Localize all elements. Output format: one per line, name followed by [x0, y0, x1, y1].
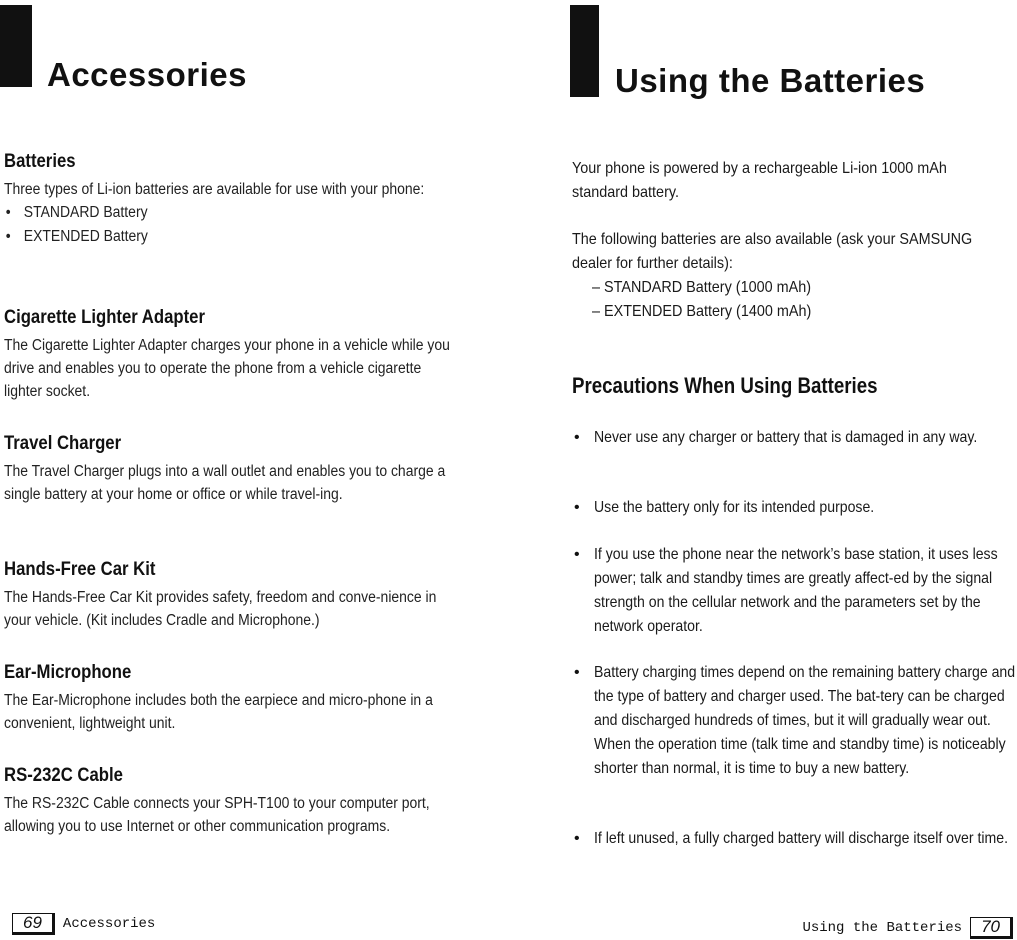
list-item: • STANDARD Battery [4, 201, 418, 225]
list-item: – STANDARD Battery (1000 mAh) [592, 276, 975, 300]
footer-section-label: Using the Batteries [802, 920, 963, 936]
footer-section-label: Accessories [62, 916, 156, 932]
section-heading: RS-232C Cable [4, 765, 123, 786]
section-heading: Hands-Free Car Kit [4, 559, 156, 580]
right-page-footer [802, 917, 1013, 939]
precaution-text: If you use the phone near the network’s base station, it uses less power; talk and standby times are greatly affect-ed by the signal strength on the cellular network and the parameters set by the network operator. [594, 546, 998, 635]
section-hands-free-car-kit [4, 558, 464, 632]
page-number: 69 [12, 913, 55, 935]
bullet-icon: • [574, 499, 580, 516]
page-title-using-the-batteries: Using the Batteries [615, 62, 926, 99]
section-batteries [4, 150, 464, 249]
bullet-icon: • [574, 830, 580, 847]
page-title-accessories: Accessories [47, 56, 247, 93]
left-page [0, 0, 500, 940]
section-heading: Ear-Microphone [4, 662, 132, 683]
section-ear-microphone [4, 661, 464, 735]
bullet-icon: • [574, 429, 580, 446]
bullet-icon: • [574, 664, 580, 681]
battery-type-list [4, 201, 464, 249]
precaution-item [572, 827, 1017, 851]
precaution-text: Never use any charger or battery that is damaged in any way. [594, 429, 978, 446]
precaution-text: Use the battery only for its intended purpose. [594, 499, 875, 516]
page-number: 70 [970, 917, 1013, 939]
section-body: Three types of Li-ion batteries are available for use with your phone: [4, 181, 425, 198]
precaution-item [572, 661, 1017, 781]
left-page-footer [4, 913, 155, 935]
precaution-item [572, 543, 1017, 639]
precaution-item [572, 496, 1017, 520]
section-heading: Batteries [4, 151, 76, 172]
section-cigarette-lighter-adapter [4, 306, 464, 403]
section-rs232c-cable [4, 764, 464, 838]
right-page [560, 0, 1017, 940]
section-body: The RS-232C Cable connects your SPH-T100 to your computer port, allowing you to use Internet or other communication programs. [4, 795, 430, 835]
precaution-item [572, 426, 1017, 450]
title-marker-bar [570, 5, 599, 97]
precautions-heading: Precautions When Using Batteries [572, 373, 878, 398]
title-marker-bar [0, 5, 32, 87]
available-batteries-block [572, 228, 1017, 324]
intro-paragraph: Your phone is powered by a rechargeable Li-ion 1000 mAh standard battery. [572, 160, 947, 201]
precaution-text: If left unused, a fully charged battery will discharge itself over time. [594, 830, 1008, 847]
battery-options-list [572, 276, 1017, 324]
list-item: • EXTENDED Battery [4, 225, 418, 249]
section-travel-charger [4, 432, 464, 506]
bullet-icon: • [574, 546, 580, 563]
precaution-text: Battery charging times depend on the remaining battery charge and the type of battery and charger used. The bat-tery can be charged and discharged hundreds of times, but it will gradually wear out. When the operation time (talk time and standby time) is noticeably shorter than normal, it is time to buy a new battery. [594, 664, 1016, 777]
section-heading: Cigarette Lighter Adapter [4, 307, 205, 328]
section-body: The Cigarette Lighter Adapter charges your phone in a vehicle while you drive and enables you to operate the phone from a vehicle cigarette lighter socket. [4, 337, 450, 400]
section-body: The Ear-Microphone includes both the earpiece and micro-phone in a convenient, lightweight unit. [4, 692, 433, 732]
section-body: The Travel Charger plugs into a wall outlet and enables you to charge a single battery at your home or office or while travel-ing. [4, 463, 446, 503]
list-item: – EXTENDED Battery (1400 mAh) [592, 300, 975, 324]
section-body: The Hands-Free Car Kit provides safety, freedom and conve-nience in your vehicle. (Kit includes Cradle and Microphone.) [4, 589, 437, 629]
available-batteries-paragraph: The following batteries are also available (ask your SAMSUNG dealer for further details): [572, 231, 973, 272]
intro-paragraph-block [572, 157, 1017, 205]
section-heading: Travel Charger [4, 433, 122, 454]
